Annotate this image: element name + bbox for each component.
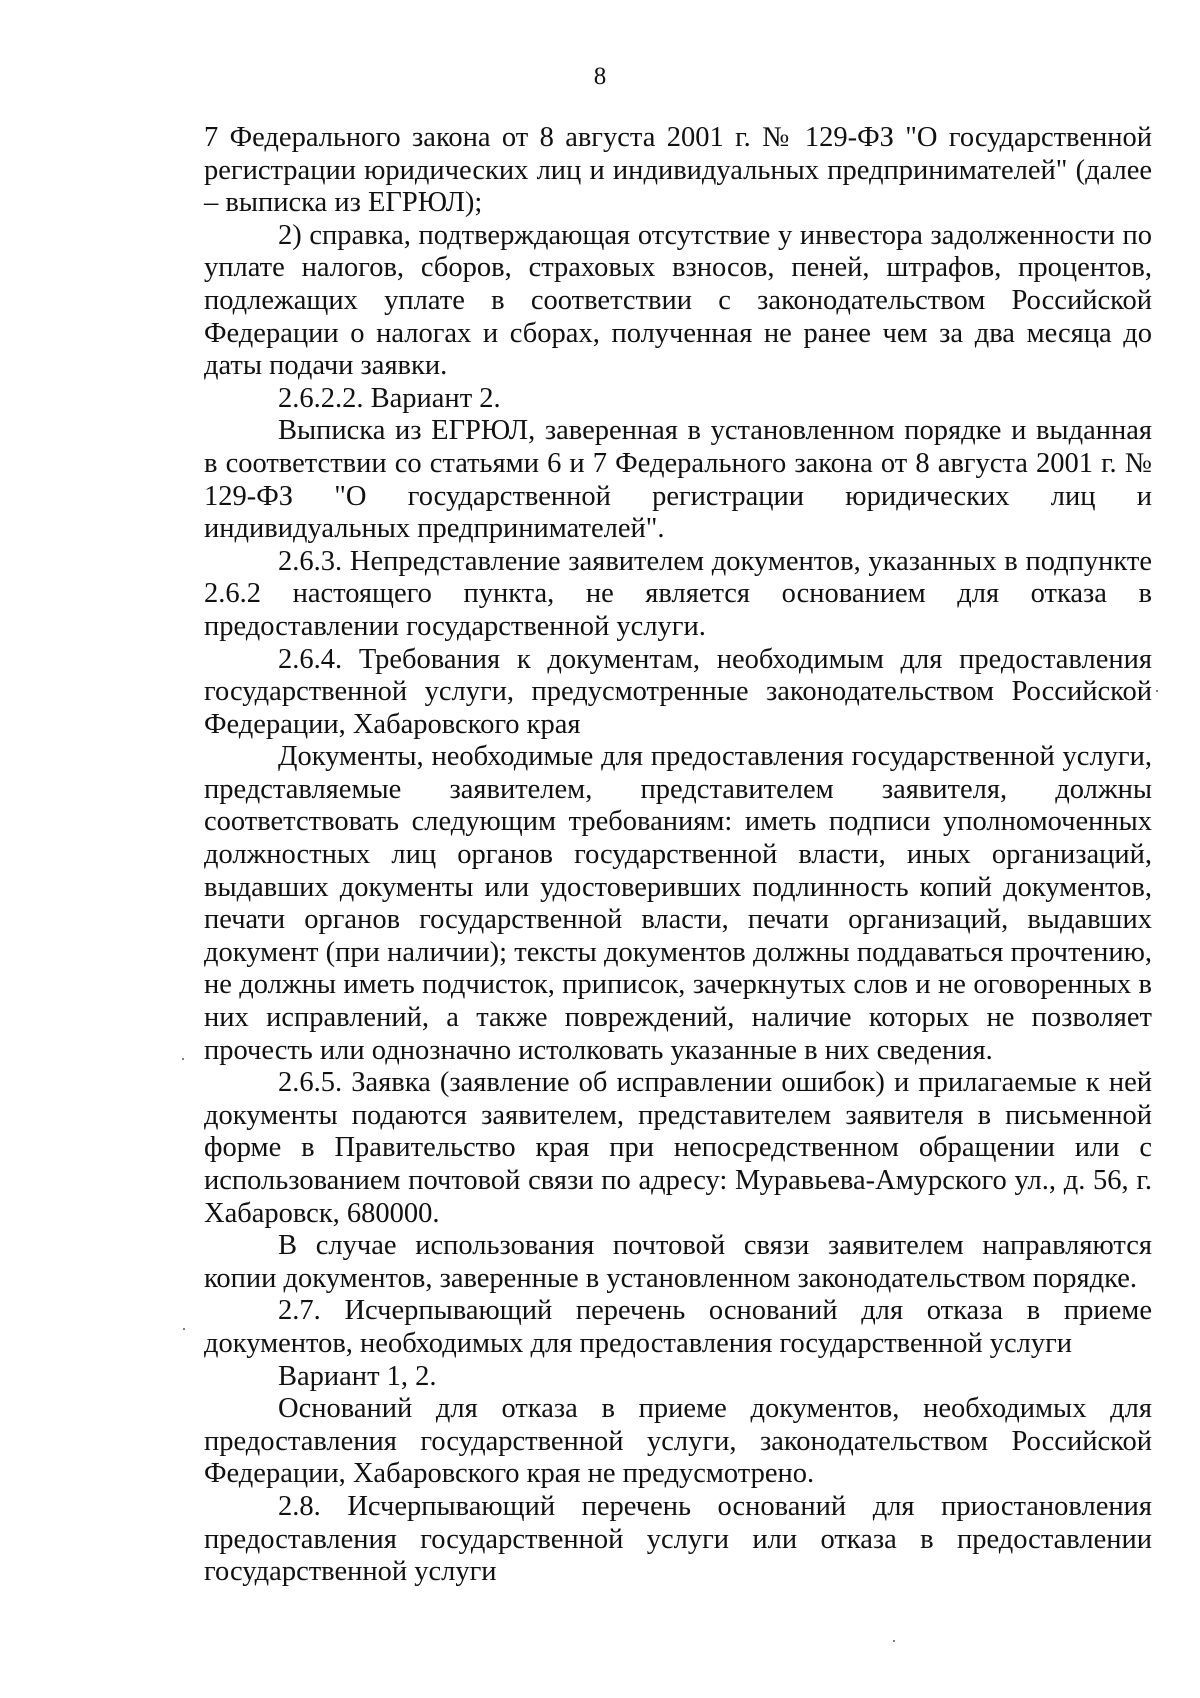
paragraph-section-2-7: 2.7. Исчерпывающий перечень оснований для отказа в приеме документов, необходимых для предоставления государственной услуги [204,1295,1152,1359]
paragraph-section-2-6-4: 2.6.4. Требования к документам, необходимым для предоставления государственной услуги, предусмотренные законодательством Российской Федерации, Хабаровского края [204,643,1152,740]
document-body [204,122,1152,1589]
scan-speck [893,1640,895,1642]
paragraph-egrul-definition: 7 Федерального закона от 8 августа 2001 г. № 129-ФЗ "О государственной регистрации юридических лиц и индивидуальных предпринимателей" (далее – выписка из ЕГРЮЛ); [204,122,1152,219]
scan-speck [1156,690,1158,692]
paragraph-section-2-6-5: 2.6.5. Заявка (заявление об исправлении ошибок) и прилагаемые к ней документы подаются заявителем, представителем заявителя в письменной форме в Правительство края при непосредственном обращении или с использованием почтовой связи по адресу: Муравьева-Амурского ул., д. 56, г. Хабаровск, 680000. [204,1067,1152,1229]
paragraph-section-2-6-3: 2.6.3. Непредставление заявителем документов, указанных в подпункте 2.6.2 настоящего пункта, не является основанием для отказа в предоставлении государственной услуги. [204,545,1152,642]
paragraph-document-requirements: Документы, необходимые для предоставления государственной услуги, представляемые заявителем, представителем заявителя, должны соответствовать следующим требованиям: иметь подписи уполномоченных должностных лиц органов государственной власти, иных организаций, выдавших документы или удостоверивших подлинность копий документов, печати органов государственной власти, печати организаций, выдавших документ (при наличии); тексты документов должны поддаваться прочтению, не должны иметь подчисток, приписок, зачеркнутых слов и не оговоренных в них исправлений, а также повреждений, наличие которых не позволяет прочесть или однозначно истолковать указанные в них сведения. [204,741,1152,1066]
paragraph-variant-2-heading: 2.6.2.2. Вариант 2. [278,382,501,414]
paragraph-postal-copies: В случае использования почтовой связи заявителем направляются копии документов, заверенные в установленном законодательством порядке. [204,1230,1152,1294]
paragraph-tax-certificate: 2) справка, подтверждающая отсутствие у инвестора задолженности по уплате налогов, сборов, страховых взносов, пеней, штрафов, процентов, подлежащих уплате в соответствии с законодательством Российской Федерации о налогах и сборах, полученная не ранее чем за два месяца до даты подачи заявки. [204,219,1152,382]
page-number: 8 [593,63,607,90]
scan-speck [183,1328,185,1330]
paragraph-no-grounds-refusal: Оснований для отказа в приеме документов, необходимых для предоставления государственной услуги, законодательством Российской Федерации, Хабаровского края не предусмотрено. [204,1393,1152,1490]
scan-speck [182,1058,184,1060]
paragraph-section-2-8: 2.8. Исчерпывающий перечень оснований для приостановления предоставления государственной услуги или отказа в предоставлении государственной услуги [204,1490,1152,1588]
paragraph-variant-1-2: Вариант 1, 2. [278,1360,437,1392]
paragraph-egrul-extract: Выписка из ЕГРЮЛ, заверенная в установленном порядке и выданная в соответствии со статьями 6 и 7 Федерального закона от 8 августа 2001 г. № 129-ФЗ "О государственной регистрации юридических лиц и индивидуальных предпринимателей". [204,415,1152,545]
